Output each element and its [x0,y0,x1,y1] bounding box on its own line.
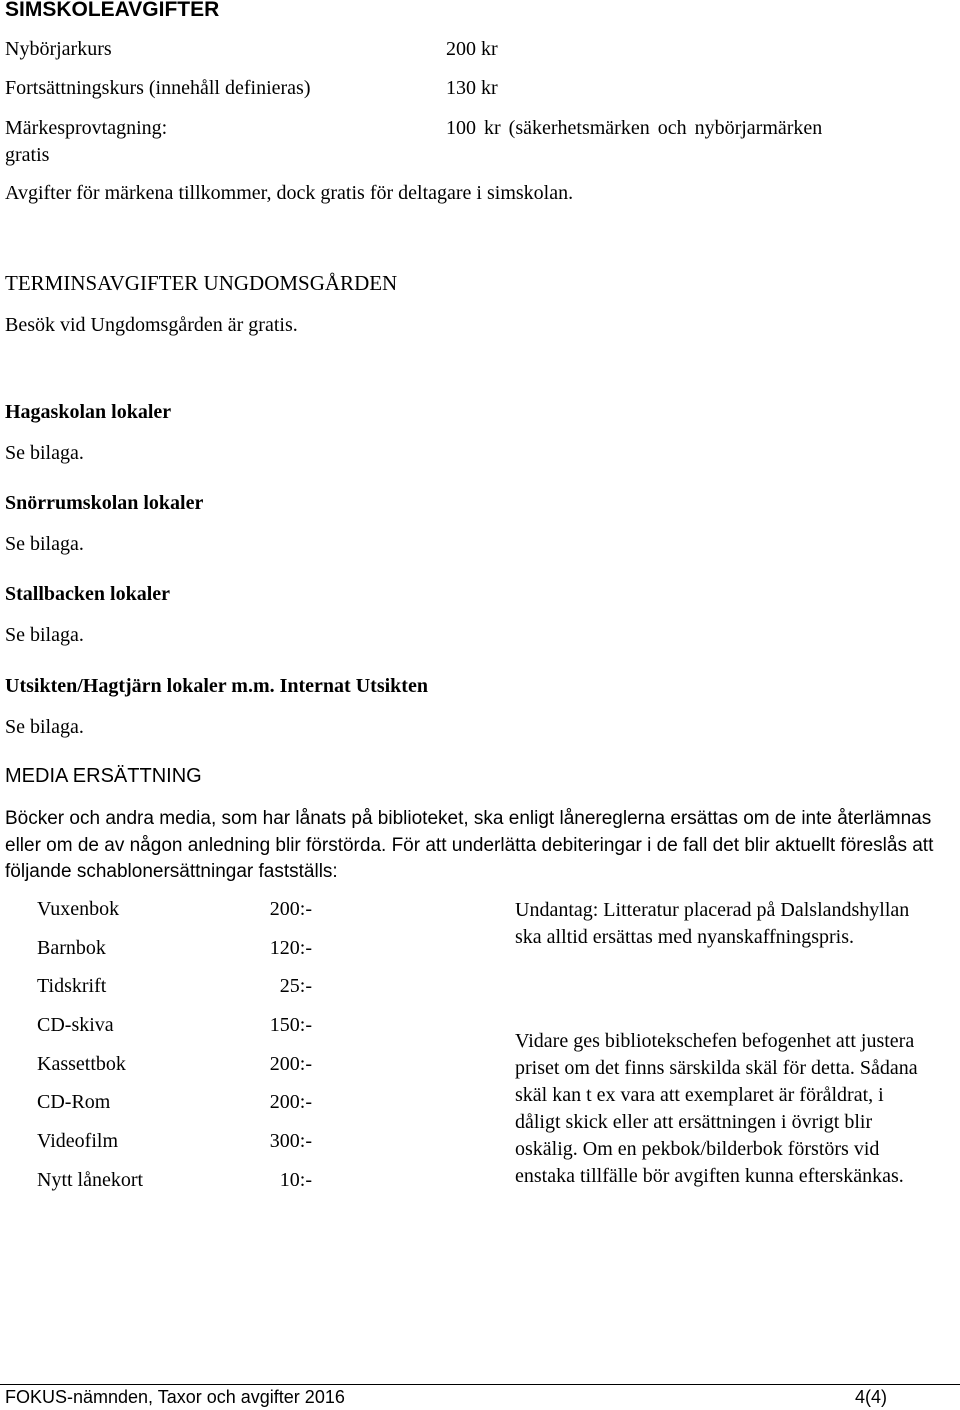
footer-left: FOKUS-nämnden, Taxor och avgifter 2016 [5,1387,345,1407]
price-item-name: Videofilm [37,1130,119,1152]
price-item-price: 200:- [269,898,312,920]
fee-value: 100 kr (säkerhetsmärken och nybörjarmärken [446,117,823,139]
price-item-price: 300:- [269,1130,312,1152]
ungdomsgarden-text: Besök vid Ungdomsgården är gratis. [5,314,298,336]
exception-note: Undantag: Litteratur placerad på Dalslandshyllan ska alltid ersättas med nyanskaffningspris. [515,899,910,948]
footer-divider [0,1384,960,1385]
price-item-name: Barnbok [37,937,106,959]
price-item-price: 200:- [269,1091,312,1113]
price-item-name: CD-skiva [37,1014,114,1036]
fee-label: Nybörjarkurs [5,38,112,60]
fee-label: Fortsättningskurs (innehåll definieras) [5,77,311,99]
lokal-heading: Hagaskolan lokaler [5,401,172,423]
section-title-simskola: SIMSKOLEAVGIFTER [5,0,220,21]
price-item-price: 10:- [279,1169,312,1191]
page-number: 4(4) [855,1387,888,1407]
lokal-text: Se bilaga. [5,624,84,646]
price-item-name: Nytt lånekort [37,1169,144,1191]
lokal-heading: Stallbacken lokaler [5,583,171,605]
section-title-ungdomsgarden: TERMINSAVGIFTER UNGDOMSGÅRDEN [5,271,398,295]
media-paragraph: Böcker och andra media, som har lånats på biblioteket, ska enligt lånereglerna ersättas om de inte återlämnas eller om de av någon anledning blir förstörda. För att underlätta debiteringar i de fall det blir aktuellt föreslås att följande schablonersättningar fastställs: [5,808,934,882]
lokal-text: Se bilaga. [5,442,84,464]
price-item-price: 25:- [279,975,312,997]
fee-value: 200 kr [446,38,498,60]
price-item-name: Tidskrift [37,975,107,997]
lokal-text: Se bilaga. [5,716,84,738]
lokal-heading: Utsikten/Hagtjärn lokaler m.m. Internat Utsikten [5,675,428,697]
fee-value: 130 kr [446,77,498,99]
lokal-heading: Snörrumskolan lokaler [5,492,204,514]
price-item-name: Vuxenbok [37,898,120,920]
price-item-name: Kassettbok [37,1053,126,1075]
price-item-name: CD-Rom [37,1091,111,1113]
lokal-text: Se bilaga. [5,533,84,555]
price-item-price: 150:- [269,1014,312,1036]
fee-label-continued: gratis [5,144,50,166]
authority-note: Vidare ges bibliotekschefen befogenhet att justera priset om det finns särskilda skäl för detta. Sådana skäl kan t ex vara att exemplaret är föråldrat, i dåligt skick eller att ersättningen i övrigt blir oskälig. Om en pekbok/bilderbok förstörs vid enstaka tillfälle bör avgiften kunna efterskänkas. [515,1030,918,1187]
price-item-price: 120:- [269,937,312,959]
price-item-price: 200:- [269,1053,312,1075]
fee-label: Märkesprovtagning: [5,117,168,139]
simskola-note: Avgifter för märkena tillkommer, dock gratis för deltagare i simskolan. [5,182,574,204]
section-title-media: MEDIA ERSÄTTNING [5,765,202,787]
